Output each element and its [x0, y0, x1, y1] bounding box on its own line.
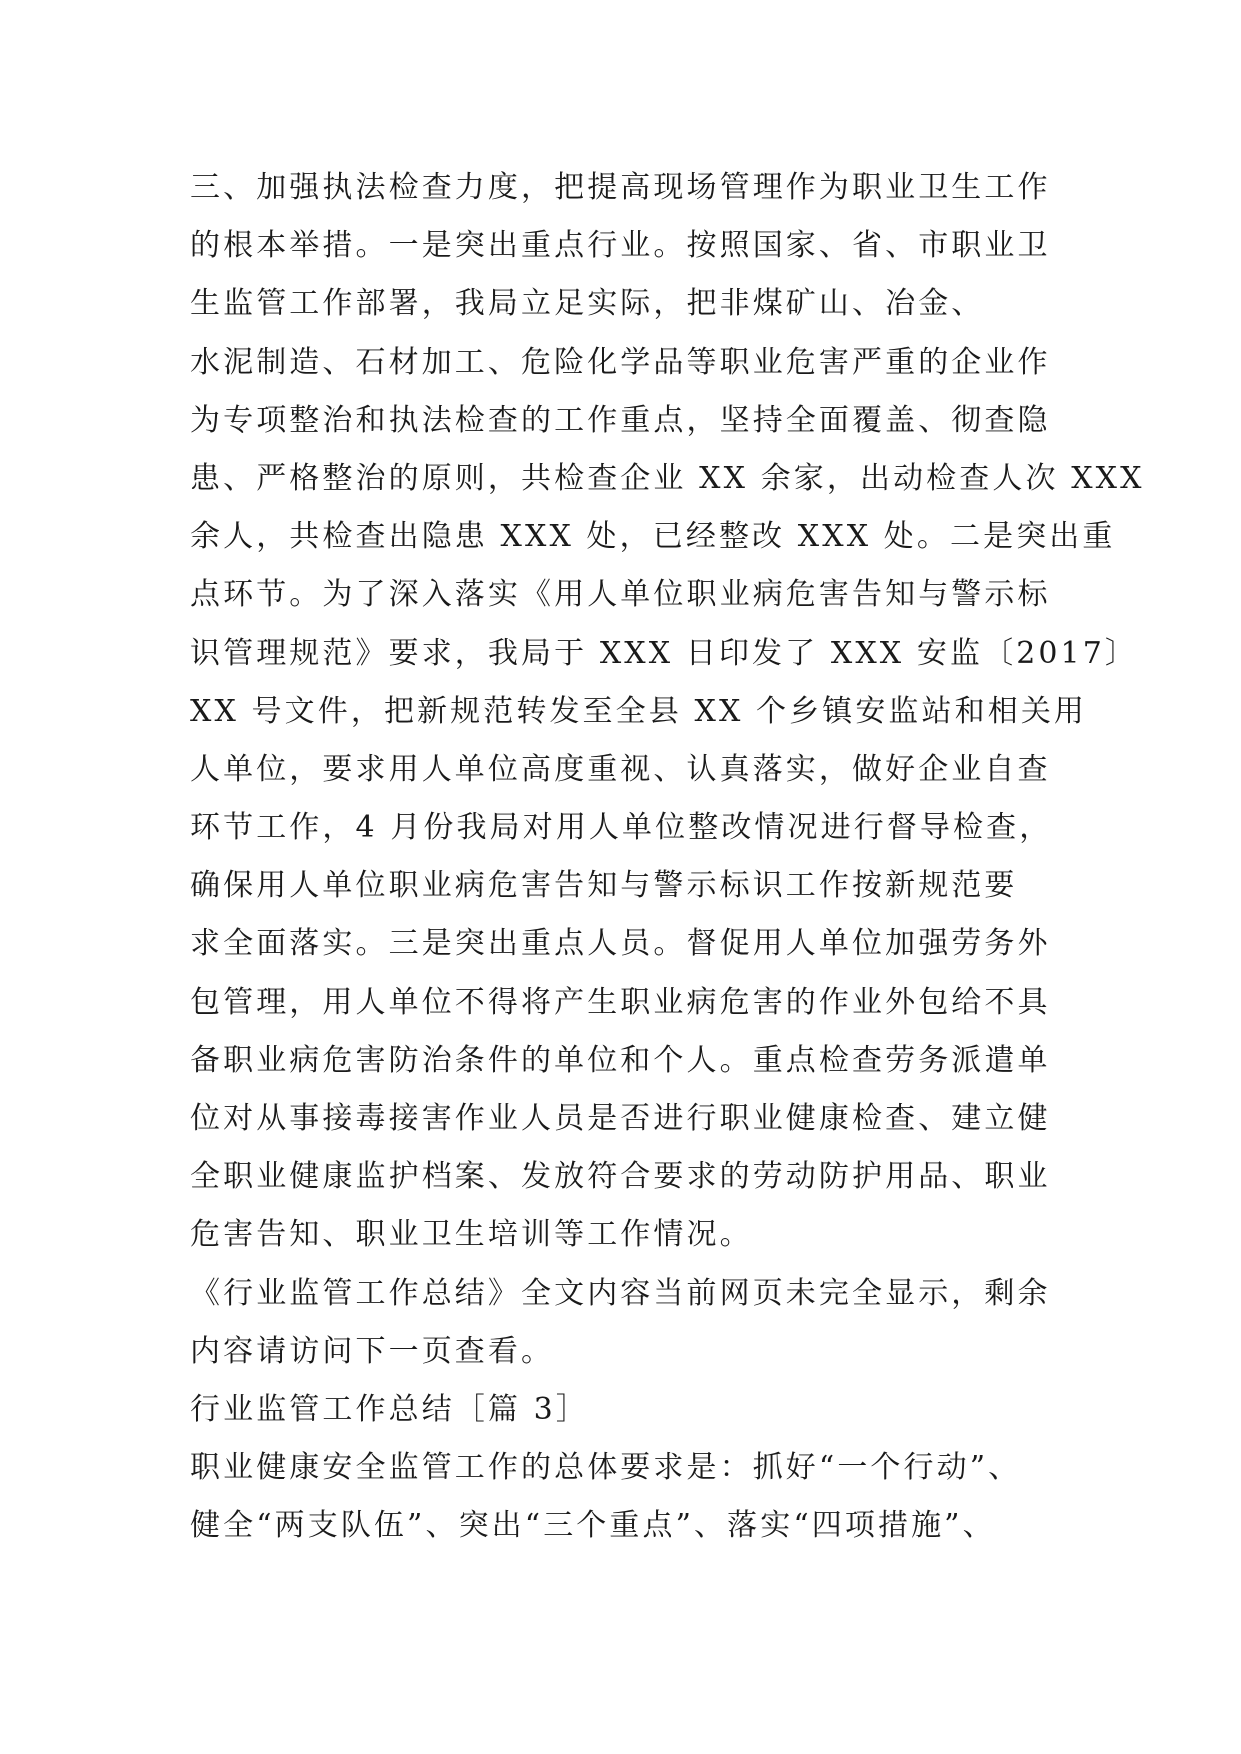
- text-line: 的根本举措。一是突出重点行业。按照国家、省、市职业卫: [190, 228, 1051, 264]
- text-line: 内容请访问下一页查看。: [190, 1333, 555, 1369]
- text-line: 水泥制造、石材加工、危险化学品等职业危害严重的企业作: [190, 344, 1051, 380]
- text-line: 健全“两支队伍”、突出“三个重点”、落实“四项措施”、: [190, 1508, 996, 1544]
- text-line: 为专项整治和执法检查的工作重点，坚持全面覆盖、彻查隐: [190, 402, 1051, 438]
- body-text: [190, 159, 1145, 1556]
- text-line: 生监管工作部署，我局立足实际，把非煤矿山、冶金、: [190, 286, 985, 322]
- text-line: 患、严格整治的原则，共检查企业 XX 余家，出动检查人次 XXX: [190, 460, 1145, 496]
- text-line: 识管理规范》要求，我局于 XXX 日印发了 XXX 安监〔2017〕: [190, 635, 1139, 671]
- text-line: 职业健康安全监管工作的总体要求是：抓好“一个行动”、: [190, 1450, 1022, 1486]
- text-line: 包管理，用人单位不得将产生职业病危害的作业外包给不具: [190, 984, 1051, 1020]
- text-line: 求全面落实。三是突出重点人员。督促用人单位加强劳务外: [190, 926, 1051, 962]
- text-line: 三、加强执法检查力度，把提高现场管理作为职业卫生工作: [190, 170, 1051, 205]
- text-line: 余人，共检查出隐患 XXX 处，已经整改 XXX 处。二是突出重: [190, 519, 1116, 555]
- section-heading: 行业监管工作总结［篇 3］: [190, 1391, 589, 1427]
- text-line: 危害告知、职业卫生培训等工作情况。: [190, 1217, 753, 1253]
- text-line: XX 号文件，把新规范转发至全县 XX 个乡镇安监站和相关用: [190, 693, 1088, 729]
- text-line: 环节工作，4 月份我局对用人单位整改情况进行督导检查，: [190, 810, 1053, 846]
- text-line: 确保用人单位职业病危害告知与警示标识工作按新规范要: [190, 868, 1018, 904]
- text-line: 点环节。为了深入落实《用人单位职业病危害告知与警示标: [190, 577, 1051, 613]
- text-line: 全职业健康监护档案、发放符合要求的劳动防护用品、职业: [190, 1159, 1051, 1195]
- text-line: 位对从事接毒接害作业人员是否进行职业健康检查、建立健: [190, 1101, 1051, 1136]
- text-line: 人单位，要求用人单位高度重视、认真落实，做好企业自查: [190, 751, 1051, 787]
- text-line: 备职业病危害防治条件的单位和个人。重点检查劳务派遣单: [190, 1042, 1051, 1078]
- text-line: 《行业监管工作总结》全文内容当前网页未完全显示，剩余: [190, 1275, 1051, 1311]
